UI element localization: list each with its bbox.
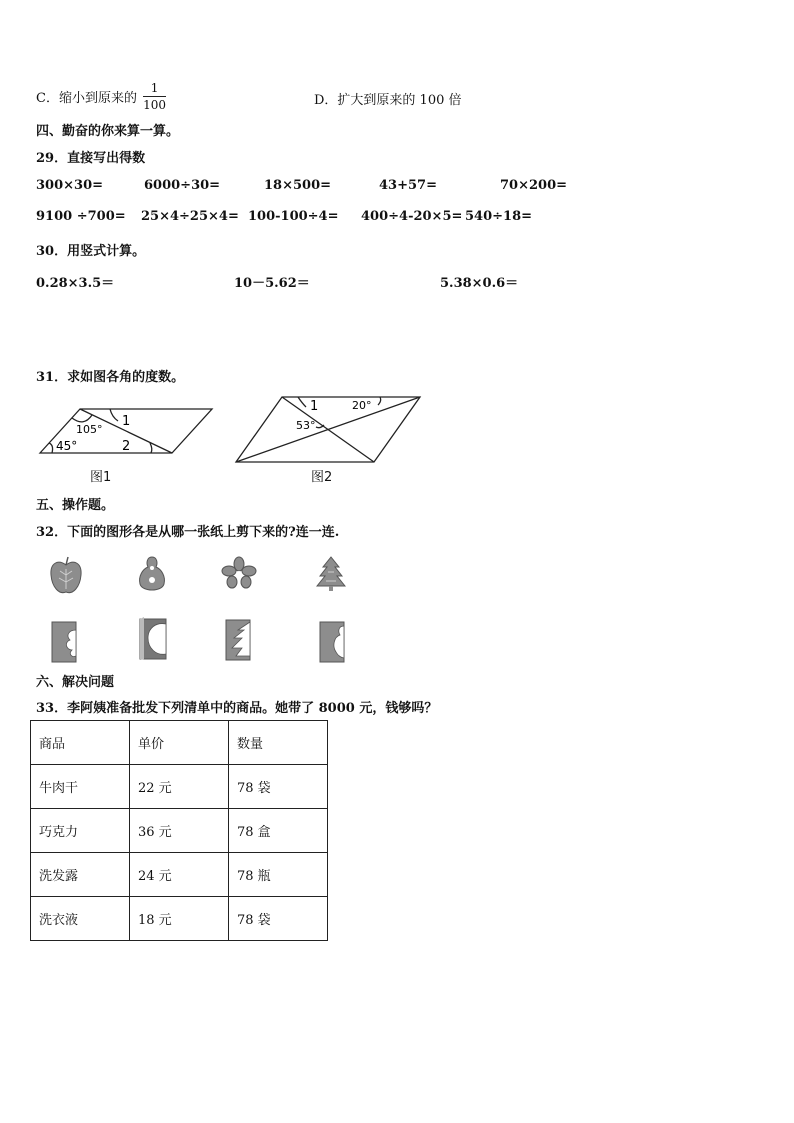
q29-row2-item1: 9100 ÷700= xyxy=(36,209,126,224)
fraction-numerator: 1 xyxy=(143,80,166,97)
q31-title: 31．求如图各角的度数。 xyxy=(36,370,185,385)
section-6-heading: 六、解决问题 xyxy=(36,675,115,690)
fig2-angle-53: 53° xyxy=(296,419,316,432)
section-4-heading: 四、勤奋的你来算一算。 xyxy=(36,124,180,139)
figure-2-parallelogram xyxy=(232,395,424,465)
q29-row1-item1: 300×30= xyxy=(36,178,104,193)
header-cell-quantity: 数量 xyxy=(229,721,328,765)
table-cell: 78 袋 xyxy=(229,897,328,941)
apple-shape-icon xyxy=(48,555,84,597)
q29-row2-item3: 100-100÷4= xyxy=(248,209,339,224)
option-c-label: C．缩小到原来的 xyxy=(36,91,137,106)
table-cell: 洗发露 xyxy=(31,853,130,897)
table-row xyxy=(31,853,328,897)
q30-item1: 0.28×3.5＝ xyxy=(36,276,115,291)
q29-row1-item4: 43+57= xyxy=(379,178,437,193)
q29-row1-item2: 6000÷30= xyxy=(144,178,221,193)
table-cell: 牛肉干 xyxy=(31,765,130,809)
tree-shape-icon xyxy=(316,556,346,592)
section-5-heading: 五、操作题。 xyxy=(36,498,115,513)
fig1-arc-1 xyxy=(110,409,118,421)
fig1-arc-2 xyxy=(150,443,152,453)
fig2-caption: 图2 xyxy=(311,470,333,485)
fig1-arc-105 xyxy=(72,415,92,422)
table-cell: 24 元 xyxy=(130,853,229,897)
fig1-caption: 图1 xyxy=(90,470,112,485)
option-c xyxy=(36,80,166,113)
fig1-angle-label-1: 1 xyxy=(122,414,131,429)
header-cell-goods: 商品 xyxy=(31,721,130,765)
table-cell: 78 袋 xyxy=(229,765,328,809)
fig2-arc-1 xyxy=(298,397,306,407)
header-cell-price: 单价 xyxy=(130,721,229,765)
q29-title: 29．直接写出得数 xyxy=(36,151,146,166)
q30-item3: 5.38×0.6＝ xyxy=(440,276,519,291)
table-row xyxy=(31,765,328,809)
fraction-denominator: 100 xyxy=(143,98,166,112)
fig1-arc-45 xyxy=(49,443,53,453)
q29-row1-item3: 18×500= xyxy=(264,178,332,193)
fig2-arc-20 xyxy=(378,397,381,405)
goods-price-table xyxy=(30,720,328,941)
fraction-one-hundredth xyxy=(143,80,166,113)
table-header-row xyxy=(31,721,328,765)
table-row xyxy=(31,809,328,853)
table-cell: 36 元 xyxy=(130,809,229,853)
paper-apple-hole-icon xyxy=(136,616,170,662)
table-cell: 78 瓶 xyxy=(229,853,328,897)
fig2-angle-20: 20° xyxy=(352,399,372,412)
table-row xyxy=(31,897,328,941)
fig1-angle-105: 105° xyxy=(76,423,103,436)
q32-title: 32．下面的图形各是从哪一张纸上剪下来的?连一连. xyxy=(36,525,340,540)
figure-1-parallelogram xyxy=(36,405,216,455)
table-cell: 18 元 xyxy=(130,897,229,941)
q29-row2-item4: 400÷4-20×5= xyxy=(361,209,463,224)
fig2-arc-53 xyxy=(316,425,324,428)
table-cell: 78 盒 xyxy=(229,809,328,853)
fig1-angle-45: 45° xyxy=(56,439,78,453)
option-d: D．扩大到原来的 100 倍 xyxy=(314,93,462,108)
fig2-angle-label-1: 1 xyxy=(310,399,319,414)
table-cell: 22 元 xyxy=(130,765,229,809)
paper-gourd-hole-icon xyxy=(318,620,348,664)
q30-item2: 10－5.62＝ xyxy=(234,276,310,291)
q33-title: 33．李阿姨准备批发下列清单中的商品。她带了 8000 元，钱够吗？ xyxy=(36,701,438,716)
q29-row2-item5: 540÷18= xyxy=(465,209,533,224)
q30-title: 30．用竖式计算。 xyxy=(36,244,146,259)
paper-flower-hole-icon xyxy=(50,620,80,664)
q29-row1-item5: 70×200= xyxy=(500,178,568,193)
q29-row2-item2: 25×4÷25×4= xyxy=(141,209,239,224)
paper-tree-hole-icon xyxy=(224,618,254,662)
table-cell: 巧克力 xyxy=(31,809,130,853)
flower-shape-icon xyxy=(220,556,258,590)
fig1-angle-label-2: 2 xyxy=(122,439,131,454)
gourd-shape-icon xyxy=(135,554,169,596)
table-cell: 洗衣液 xyxy=(31,897,130,941)
